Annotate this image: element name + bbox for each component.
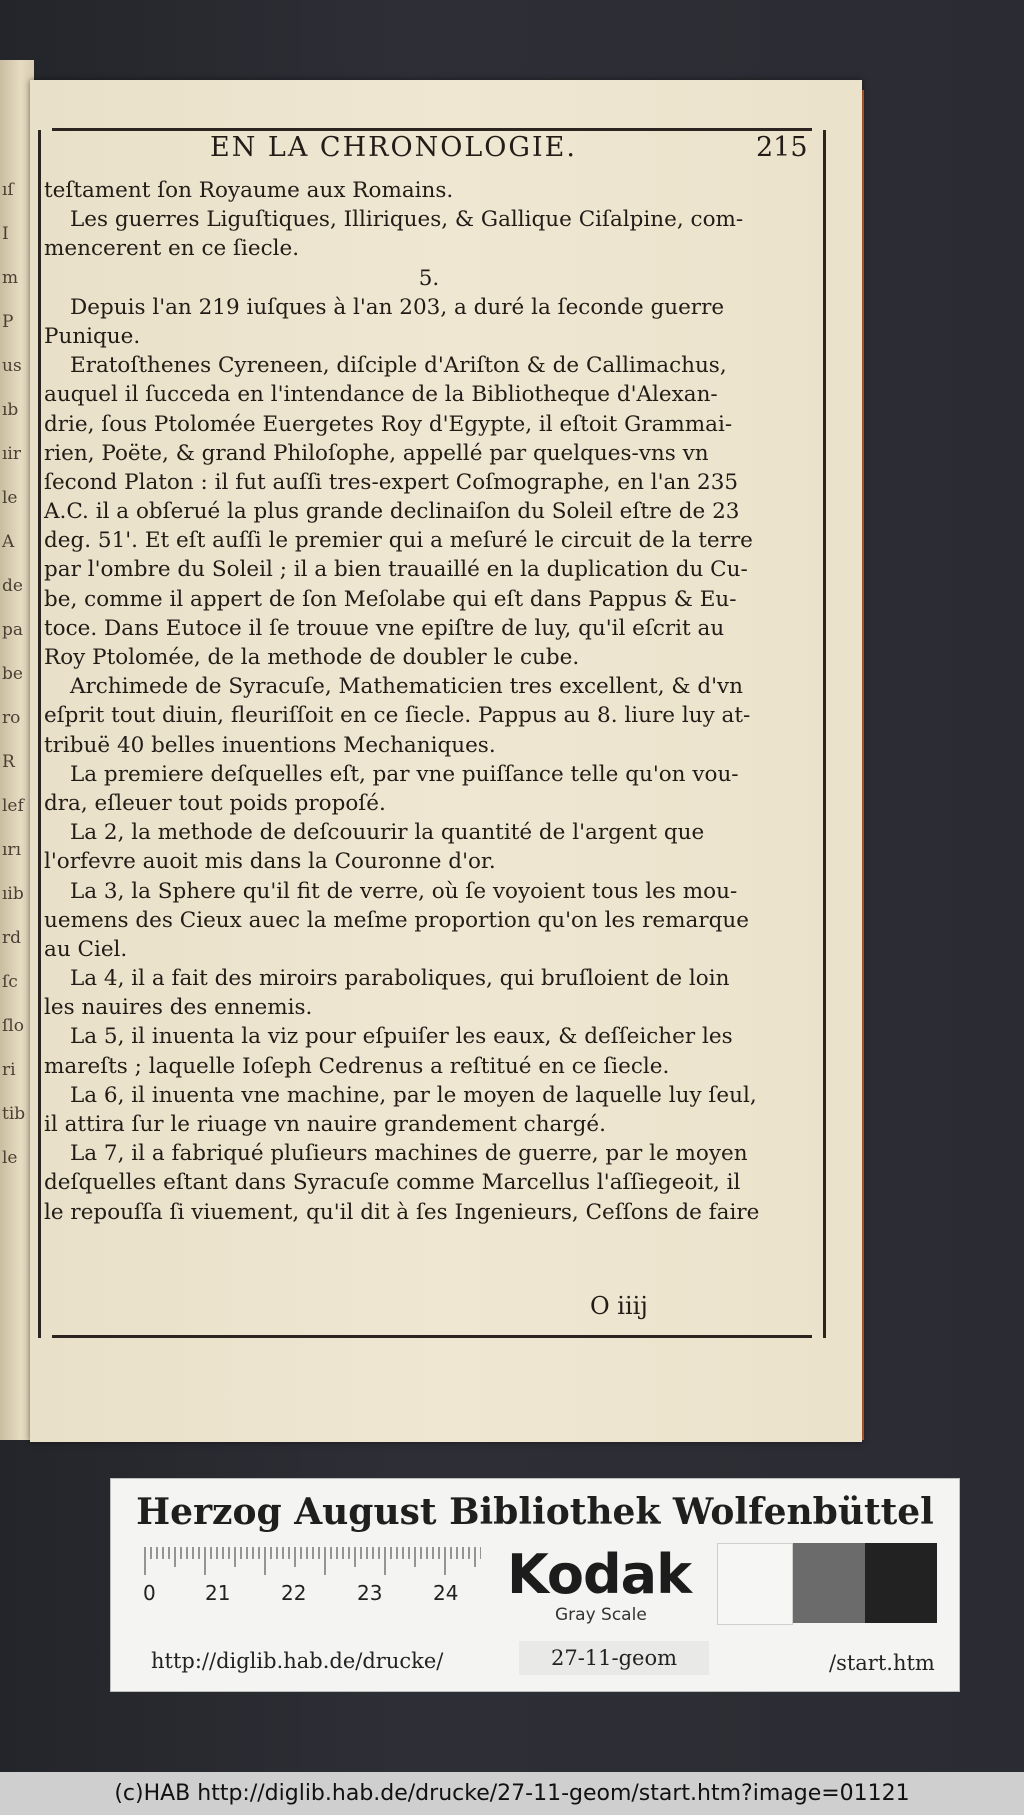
- left-page-fragment: ıir: [2, 444, 22, 464]
- text-line: les nauires des ennemis.: [44, 995, 313, 1021]
- footer-caption: (c)HAB http://diglib.hab.de/drucke/27-11-geom/start.htm?image=01121: [0, 1772, 1024, 1815]
- left-page-fragment: le: [2, 1148, 18, 1168]
- text-line: A.C. il a obſerué la plus grande declinaiſon du Soleil eſtre de 23: [44, 499, 740, 525]
- text-line: Archimede de Syracuſe, Mathematicien tres excellent, & d'vn: [70, 674, 744, 700]
- left-page-edge: [0, 60, 34, 1440]
- text-line: La 6, il inuenta vne machine, par le moyen de laquelle luy ſeul,: [70, 1082, 757, 1108]
- text-line: par l'ombre du Soleil ; il a bien trauaillé en la duplication du Cu-: [44, 557, 748, 583]
- left-page-fragment: rd: [2, 928, 22, 948]
- signature-mark: O iiij: [590, 1292, 648, 1320]
- text-line: deg. 51'. Et eſt auſſi le premier qui a meſuré le circuit de la terre: [44, 528, 753, 554]
- kodak-logo: Kodak: [507, 1543, 691, 1606]
- card-start: /start.htm: [829, 1651, 935, 1675]
- text-line: eſprit tout diuin, fleuriſſoit en ce ſiecle. Pappus au 8. liure luy at-: [44, 703, 751, 729]
- text-line: Les guerres Liguſtiques, Illiriques, & Gallique Ciſalpine, com-: [70, 207, 744, 233]
- text-line: La 5, il inuenta la viz pour eſpuiſer les eaux, & deſſeicher les: [70, 1024, 733, 1050]
- left-page-fragment: pa: [2, 620, 24, 640]
- left-page-fragment: ſc: [2, 972, 18, 992]
- left-page-fragment: le: [2, 488, 18, 508]
- text-line: ſecond Platon : il fut auſſi tres-expert Coſmographe, en l'an 235: [44, 469, 739, 495]
- page-text: [44, 176, 814, 1227]
- text-line: La premiere deſquelles eſt, par vne puiſſance telle qu'on vou-: [70, 761, 739, 787]
- text-line: mencerent en ce ſiecle.: [44, 236, 300, 262]
- text-line: mareſts ; laquelle Ioſeph Cedrenus a reſtitué en ce ſiecle.: [44, 1053, 670, 1079]
- gray-patch-mid: [793, 1543, 865, 1623]
- left-page-fragment: P: [2, 312, 14, 332]
- text-line: La 4, il a fait des miroirs paraboliques, qui bruſloient de loin: [70, 966, 730, 992]
- left-page-fragment: m: [2, 268, 19, 288]
- text-line: uemens des Cieux auec la meſme proportion qu'on les remarque: [44, 907, 749, 933]
- text-line: Roy Ptolomée, de la methode de doubler le cube.: [44, 645, 580, 670]
- text-line: dra, eſleuer tout poids propoſé.: [44, 790, 386, 816]
- text-line: le repouſſa ſi viuement, qu'il dit à ſes Ingenieurs, Ceſſons de faire: [44, 1199, 760, 1225]
- ruler-number: 21: [205, 1581, 231, 1605]
- left-page-fragment: ıſ: [2, 180, 14, 200]
- bottom-rule: [52, 1335, 812, 1338]
- text-line: auquel il ſucceda en l'intendance de la Bibliotheque d'Alexan-: [44, 382, 718, 408]
- left-page-fragment: I: [2, 224, 9, 244]
- ruler-ticks: [143, 1547, 481, 1575]
- left-page-fragment: ıib: [2, 884, 24, 904]
- card-code: 27-11-geom: [519, 1641, 709, 1675]
- ruler-number: 0: [143, 1581, 156, 1605]
- left-page-fragment: A: [2, 532, 15, 552]
- left-page-fragment: ri: [2, 1060, 16, 1080]
- text-line: La 2, la methode de deſcouurir la quantité de l'argent que: [70, 820, 705, 846]
- gray-patch-white: [717, 1543, 793, 1625]
- left-page-fragment: tib: [2, 1104, 26, 1124]
- text-line: tribuë 40 belles inuentions Mechaniques.: [44, 732, 496, 758]
- ruler-number: 22: [281, 1581, 307, 1605]
- text-line: drie, ſous Ptolomée Euergetes Roy d'Egypte, il eſtoit Grammai-: [44, 411, 733, 437]
- left-page-fragment: R: [2, 752, 15, 772]
- left-page-fragment: de: [2, 576, 23, 596]
- card-url: http://diglib.hab.de/drucke/: [151, 1649, 444, 1673]
- text-line: au Ciel.: [44, 936, 128, 962]
- ruler-number: 23: [357, 1581, 383, 1605]
- text-line: La 3, la Sphere qu'il fit de verre, où ſe voyoient tous les mou-: [70, 878, 738, 904]
- left-page-fragment: ıb: [2, 400, 19, 420]
- left-page-fragment: us: [2, 356, 22, 376]
- text-line: toce. Dans Eutoce il ſe trouue vne epiſtre de luy, qu'il eſcrit au: [44, 615, 725, 641]
- left-page-fragment: lef: [2, 796, 24, 816]
- section-mark: 5.: [418, 265, 440, 291]
- text-line: La 7, il a fabriqué pluſieurs machines de guerre, par le moyen: [70, 1141, 748, 1167]
- text-line: Depuis l'an 219 iuſques à l'an 203, a duré la ſeconde guerre: [70, 294, 725, 320]
- left-page-fragment: ırı: [2, 840, 22, 860]
- page-number: 215: [756, 132, 808, 163]
- text-line: teſtament ſon Royaume aux Romains.: [44, 178, 454, 203]
- left-page-fragment: be: [2, 664, 23, 684]
- ruler-number: 24: [433, 1581, 459, 1605]
- text-line: rien, Poëte, & grand Philoſophe, appellé par quelques-vns vn: [44, 440, 709, 466]
- left-page-fragment: ro: [2, 708, 21, 728]
- text-line: Eratoſthenes Cyreneen, diſciple d'Ariſton & de Callimachus,: [70, 353, 727, 379]
- text-line: il attira ſur le riuage vn nauire grandement chargé.: [44, 1112, 606, 1137]
- text-line: Punique.: [44, 323, 141, 349]
- book-page: [30, 80, 862, 1442]
- gray-scale-label: Gray Scale: [555, 1605, 647, 1625]
- ruler: [143, 1547, 481, 1617]
- scan-reference-card: [110, 1478, 960, 1692]
- gray-patch-black: [865, 1543, 937, 1623]
- running-head: EN LA CHRONOLOGIE.: [210, 132, 577, 163]
- library-name: Herzog August Bibliothek Wolfenbüttel: [136, 1491, 934, 1533]
- left-page-fragment: ſlo: [2, 1016, 24, 1036]
- ruler-numbers: [143, 1581, 481, 1609]
- text-line: be, comme il appert de ſon Meſolabe qui eſt dans Pappus & Eu-: [44, 586, 737, 612]
- text-line: deſquelles eſtant dans Syracuſe comme Marcellus l'aſſiegeoit, il: [44, 1170, 741, 1196]
- text-line: l'orfevre auoit mis dans la Couronne d'or.: [44, 849, 496, 875]
- running-header: [50, 132, 820, 172]
